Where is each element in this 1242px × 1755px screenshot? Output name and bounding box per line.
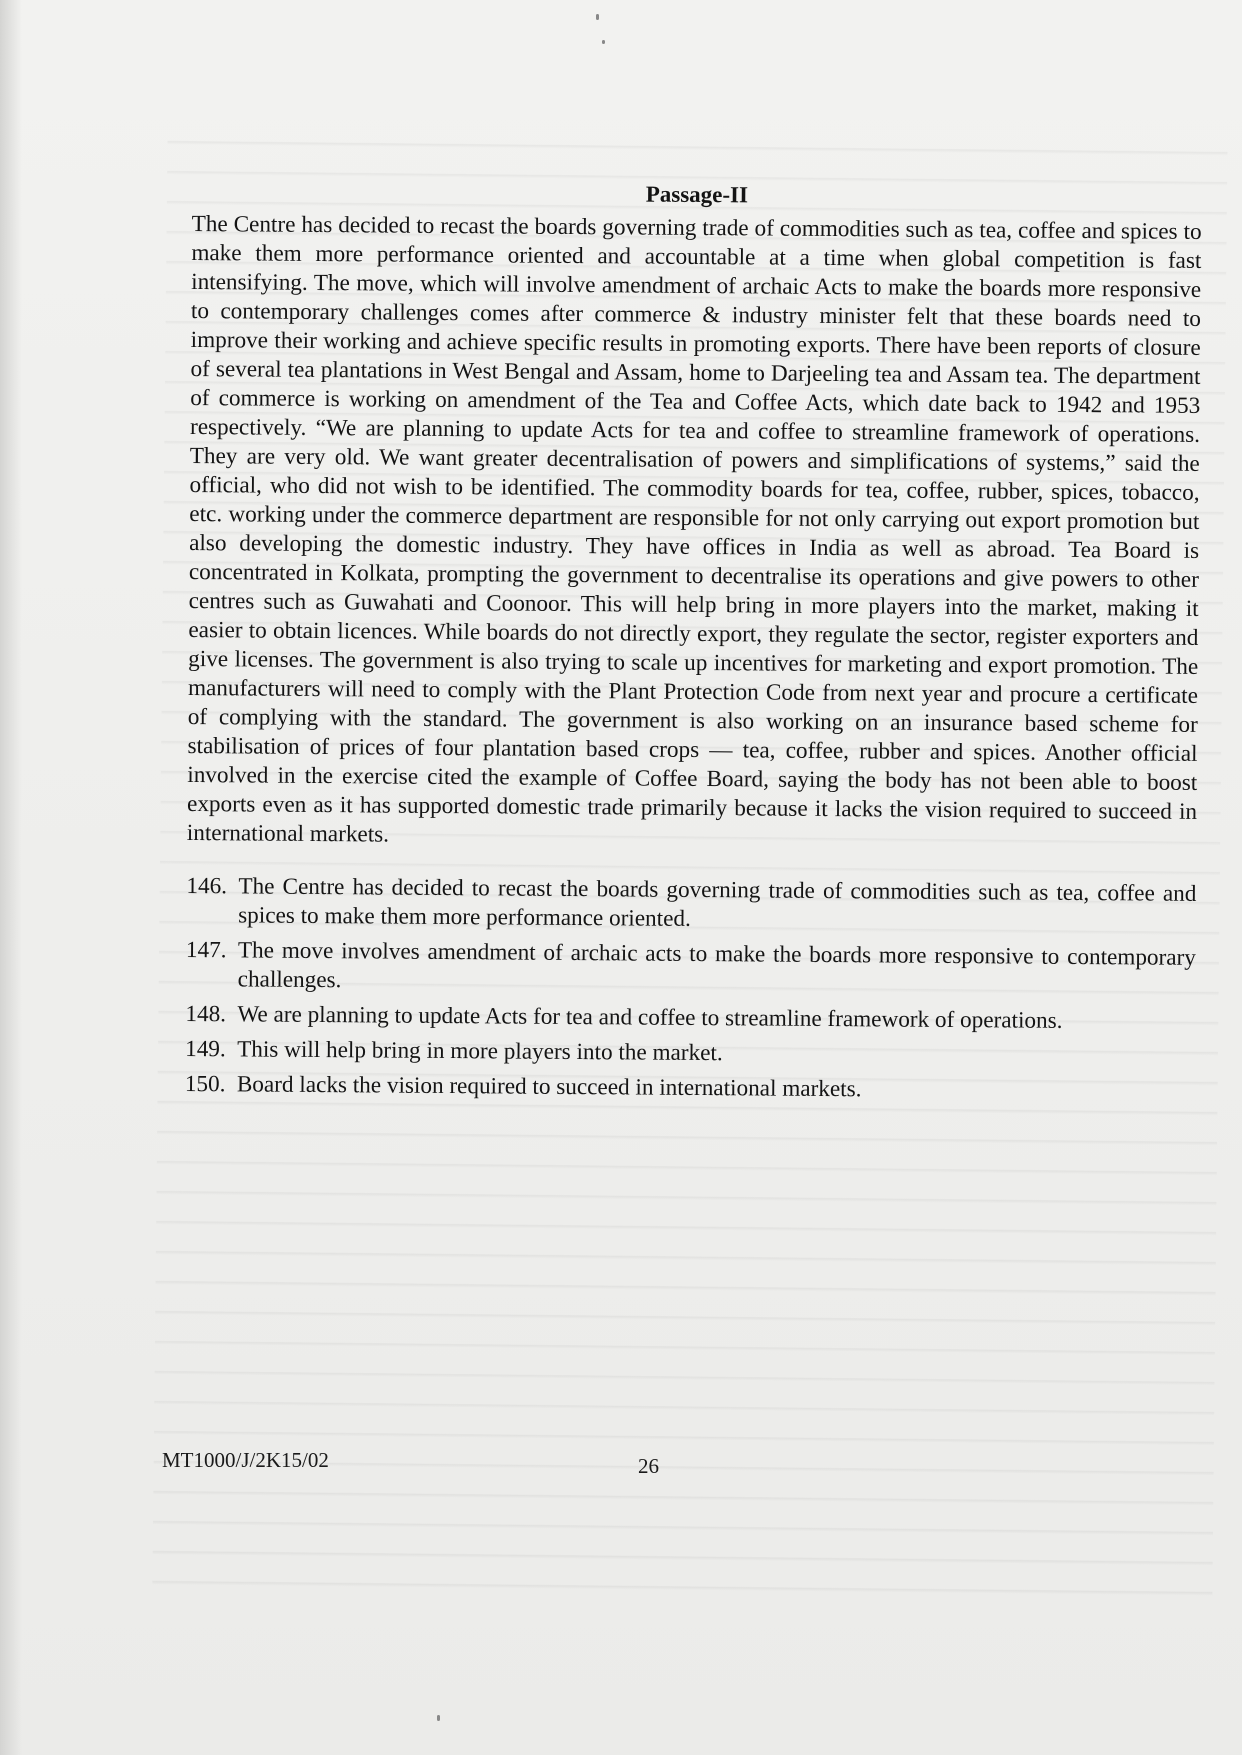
question-number: 150. (184, 1070, 226, 1098)
question-item (186, 872, 1196, 938)
question-text: The move involves amendment of archaic acts to make the boards more responsive to contemporary challenges. (237, 937, 1197, 994)
page-content (185, 178, 1202, 1113)
passage-body: The Centre has decided to recast the boards governing trade of commodities such as tea, coffee and spices to make them more performance oriented and accountable at a time when global competition is fast intensifying. The move, which will involve amendment of archaic Acts to make the boards more responsive to contemporary challenges comes after commerce & industry minister felt that these boards need to improve their working and achieve specific results in promoting exports. There have been reports of closure of several tea plantations in West Bengal and Assam, home to Darjeeling tea and Assam tea. The department of commerce is working on amendment of the Tea and Coffee Acts, which date back to 1942 and 1953 respectively. “We are planning to update Acts for tea and coffee to streamline framework of operations. They are very old. We want greater decentralisation of powers and simplifications of systems,” said the official, who did not wish to be identified. The commodity boards for tea, coffee, rubber, spices, tobacco, etc. working under the commerce department are responsible for not only carrying out export promotion but also developing the domestic industry. They have offices in India as well as abroad. Tea Board is concentrated in Kolkata, prompting the government to decentralise its operations and give powers to other centres such as Guwahati and Coonoor. This will help bring in more players into the market, making it easier to obtain licences. While boards do not directly export, they regulate the sector, register exporters and give licenses. The government is also trying to scale up incentives for marketing and export promotion. The manufacturers will need to comply with the Plant Protection Code from next year and procure a certificate of complying with the standard. The government is also working on an insurance based scheme for stabilisation of prices of four plantation based crops — tea, coffee, rubber and spices. Another official involved in the exercise cited the example of Coffee Board, saying the body has not been able to boost exports even as it has supported domestic trade primarily because it lacks the vision required to succeed in international markets. (186, 210, 1202, 848)
question-item (185, 1035, 1195, 1072)
question-item (186, 936, 1196, 1002)
paper-code: MT1000/J/2K15/02 (162, 1448, 329, 1472)
question-number: 149. (185, 1035, 226, 1063)
question-number: 148. (185, 1000, 227, 1028)
question-number: 147. (185, 936, 227, 964)
question-item (185, 1000, 1195, 1037)
page-number: 26 (638, 1454, 659, 1478)
scan-speck (596, 14, 599, 20)
question-item (185, 1070, 1195, 1107)
question-list (185, 872, 1197, 1107)
question-text: Board lacks the vision required to succeed in international markets. (236, 1071, 862, 1103)
page-left-edge (0, 0, 22, 1755)
passage-title: Passage-II (645, 181, 749, 208)
question-text: This will help bring in more players into the market. (237, 1036, 723, 1067)
scan-speck (437, 1715, 440, 1721)
question-text: The Centre has decided to recast the boards governing trade of commodities such as tea, coffee and spices to make them more performance oriented. (238, 873, 1197, 932)
question-number: 146. (186, 872, 228, 900)
question-text: We are planning to update Acts for tea and coffee to streamline framework of operations. (237, 1001, 1063, 1034)
scan-speck (602, 40, 605, 44)
